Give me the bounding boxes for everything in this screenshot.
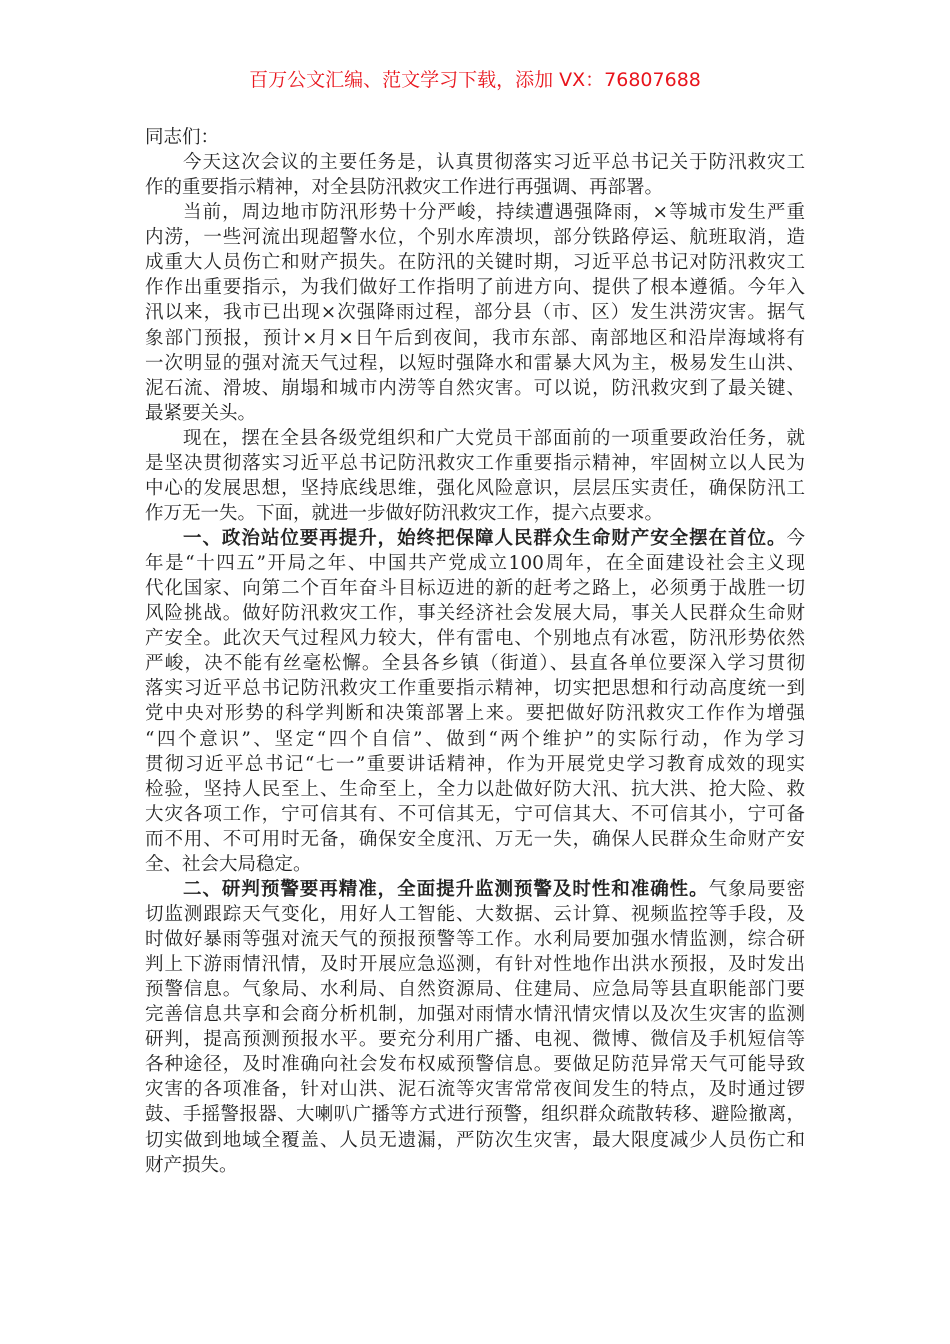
text-line: 贯彻习近平总书记“七一”重要讲话精神，作为开展党史学习教育成效的现实	[145, 753, 805, 775]
text-line: 成重大人员伤亡和财产损失。在防汛的关键时期，习近平总书记对防汛救灾工	[145, 252, 805, 274]
text-line: 完善信息共享和会商分析机制，加强对雨情水情汛情灾情以及次生灾害的监测	[145, 1004, 805, 1026]
paragraph	[145, 426, 805, 526]
text-line: 今天这次会议的主要任务是，认真贯彻落实习近平总书记关于防汛救灾工	[183, 152, 805, 174]
text-line: 预警信息。气象局、水利局、自然资源局、住建局、应急局等县直职能部门要	[145, 979, 805, 1001]
text-line: 财产损失。	[145, 1154, 238, 1176]
text-line: 中心的发展思想，坚持底线思维，强化风险意识，层层压实责任，确保防汛工	[145, 477, 805, 499]
text-line: 落实习近平总书记防汛救灾工作重要指示精神，切实把思想和行动高度统一到	[145, 678, 805, 700]
text-line: 产安全。此次天气过程风力较大，伴有雷电、个别地点有冰雹，防汛形势依然	[145, 628, 805, 650]
text-line: 检验，坚持人民至上、生命至上，全力以赴做好防大汛、抗大洪、抢大险、救	[145, 778, 805, 800]
document-body	[145, 125, 805, 1178]
text-line: 大灾各项工作，宁可信其有、不可信其无，宁可信其大、不可信其小，宁可备	[145, 803, 805, 825]
paragraph	[145, 526, 805, 877]
watermark-header: 百万公文汇编、范文学习下载，添加 VX：76807688	[249, 69, 701, 91]
text-run: 今	[786, 528, 805, 549]
text-line: 作作出重要指示，为我们做好工作指明了前进方向、提供了根本遵循。今年入	[145, 277, 805, 299]
text-line: 作的重要指示精神，对全县防汛救灾工作进行再强调、再部署。	[145, 177, 664, 199]
text-line: 党中央对形势的科学判断和决策部署上来。要把做好防汛救灾工作作为增强	[145, 703, 805, 725]
paragraph	[145, 200, 805, 426]
text-line: 切监测跟踪天气变化，用好人工智能、大数据、云计算、视频监控等手段，及	[145, 903, 805, 925]
text-line: 泥石流、滑坡、崩塌和城市内涝等自然灾害。可以说，防汛救灾到了最关键、	[145, 377, 805, 399]
text-line: 时做好暴雨等强对流天气的预报预警等工作。水利局要加强水情监测，综合研	[145, 929, 805, 950]
text-line: 严峻，决不能有丝毫松懈。全县各乡镇（街道）、县直各单位要深入学习贯彻	[145, 653, 805, 675]
text-run: 气象局要密	[708, 878, 805, 900]
text-line: 当前，周边地市防汛形势十分严峻，持续遭遇强降雨，×等城市发生严重	[183, 202, 805, 224]
text-line: 现在，摆在全县各级党组织和广大党员干部面前的一项重要政治任务，就	[183, 427, 805, 449]
text-line: 判上下游雨情汛情，及时开展应急巡测，有针对性地作出洪水预报，及时发出	[145, 954, 805, 976]
text-line: 灾害的各项准备，针对山洪、泥石流等灾害常常夜间发生的特点，及时通过锣	[145, 1079, 805, 1101]
text-line: 鼓、手摇警报器、大喇叭广播等方式进行预警，组织群众疏散转移、避险撤离，	[145, 1104, 805, 1126]
text-line	[145, 877, 805, 902]
text-line: 年是“十四五”开局之年、中国共产党成立100周年，在全面建设社会主义现	[145, 553, 805, 575]
text-line: 代化国家、向第二个百年奋斗目标迈进的新的赶考之路上，必须勇于战胜一切	[145, 578, 805, 600]
text-line: 同志们：	[145, 127, 220, 148]
text-line: 一次明显的强对流天气过程，以短时强降水和雷暴大风为主，极易发生山洪、	[145, 352, 805, 374]
text-line: 是坚决贯彻落实习近平总书记防汛救灾工作重要指示精神，牢固树立以人民为	[145, 452, 805, 474]
paragraph	[145, 125, 805, 150]
section-heading: 一、政治站位要再提升，始终把保障人民群众生命财产安全摆在首位。	[183, 528, 787, 549]
text-line: 风险挑战。做好防汛救灾工作，事关经济社会发展大局，事关人民群众生命财	[145, 603, 805, 625]
text-line: 而不用、不可用时无备，确保安全度汛、万无一失，确保人民群众生命财产安	[145, 828, 805, 850]
text-line: “四个意识”、坚定“四个自信”、做到“两个维护”的实际行动，作为学习	[145, 728, 805, 750]
text-line: 象部门预报，预计×月×日午后到夜间，我市东部、南部地区和沿岸海域将有	[145, 327, 805, 349]
text-line: 各种途径，及时准确向社会发布权威预警信息。要做足防范异常天气可能导致	[145, 1054, 805, 1076]
paragraph	[145, 877, 805, 1178]
text-line: 研判，提高预测预报水平。要充分利用广播、电视、微博、微信及手机短信等	[145, 1029, 805, 1051]
text-line: 全、社会大局稳定。	[145, 853, 312, 875]
section-heading: 二、研判预警要再精准，全面提升监测预警及时性和准确性。	[183, 878, 709, 900]
text-line: 作万无一失。下面，就进一步做好防汛救灾工作，提六点要求。	[145, 502, 664, 524]
paragraph	[145, 150, 805, 200]
text-line: 最紧要关头。	[145, 402, 257, 424]
text-line: 切实做到地域全覆盖、人员无遗漏，严防次生灾害，最大限度减少人员伤亡和	[145, 1129, 805, 1151]
text-line: 汛以来，我市已出现×次强降雨过程，部分县（市、区）发生洪涝灾害。据气	[145, 302, 805, 324]
text-line	[145, 526, 805, 551]
text-line: 内涝，一些河流出现超警水位，个别水库溃坝，部分铁路停运、航班取消，造	[145, 227, 805, 249]
